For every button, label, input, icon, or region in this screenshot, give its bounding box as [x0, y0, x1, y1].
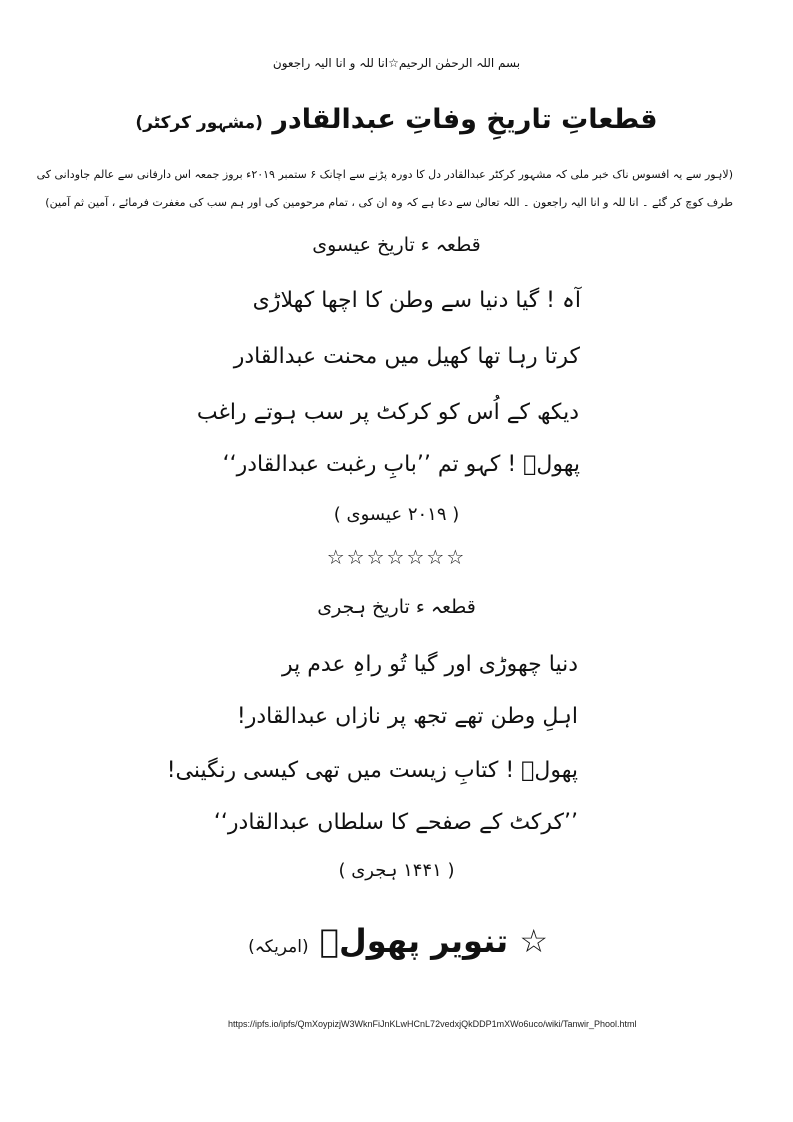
author-signature	[248, 922, 548, 960]
page-title-subtitle: (مشہور کرکٹر)	[135, 113, 263, 133]
verse-gregorian-2: کرتا رہا تھا کھیل میں محنت عبدالقادر	[233, 344, 580, 369]
section-title-hijri: قطعہ ء تاریخ ہجری	[317, 596, 476, 618]
star-separator: ☆☆☆☆☆☆☆	[326, 545, 467, 569]
star-icon: ☆	[519, 922, 548, 960]
verse-gregorian-1: آہ ! گیا دنیا سے وطن کا اچھا کھلاڑی	[252, 288, 581, 313]
verse-gregorian-4: پھولؔ ! کہو تم ’’بابِ رغبت عبدالقادر‘‘	[222, 452, 580, 477]
source-url[interactable]: https://ipfs.io/ipfs/QmXoypizjW3WknFiJnKLwHCnL72vedxjQkDDP1mXWo6uco/wiki/Tanwir_Phool.html	[228, 1019, 637, 1029]
year-gregorian: ( ۲۰۱۹ عیسوی )	[333, 504, 460, 525]
page-title	[0, 104, 793, 135]
intro-line-1: (لاہور سے یہ افسوس ناک خبر ملی کہ مشہور کرکٹر عبدالقادر دل کا دورہ پڑنے سے اچانک ۶ ستمبر ۲۰۱۹ء بروز جمعہ اس دارفانی سے عالم جاودانی کی	[36, 168, 733, 181]
verse-hijri-4: ’’کرکٹ کے صفحے کا سلطاں عبدالقادر‘‘	[213, 810, 578, 835]
verse-hijri-1: دنیا چھوڑی اور گیا تُو راہِ عدم پر	[281, 652, 578, 677]
section-title-gregorian: قطعہ ء تاریخ عیسوی	[312, 234, 481, 256]
basmala-header: بسم اللہ الرحمٰن الرحیم☆انا للہ و انا الیہ راجعون	[272, 56, 521, 70]
page-title-main: قطعاتِ تاریخِ وفاتِ عبدالقادر	[272, 104, 658, 135]
intro-line-2: طرف کوچ کر گئے ۔ انا للہ و انا الیہ راجعون ۔ اللہ تعالیٰ سے دعا ہے کہ وہ ان کی ، تمام مرحومین کی اور ہم سب کی مغفرت فرمائے ، آمین ثم آمین)	[45, 196, 733, 209]
author-name: تنویر پھولؔ	[319, 922, 509, 960]
verse-hijri-3: پھولؔ ! کتابِ زیست میں تھی کیسی رنگینی!	[166, 758, 578, 783]
year-hijri: ( ۱۴۴۱ ہجری )	[338, 860, 455, 881]
verse-gregorian-3: دیکھ کے اُس کو کرکٹ پر سب ہوتے راغب	[196, 400, 579, 425]
author-location: (امریکہ)	[248, 937, 309, 957]
verse-hijri-2: اہلِ وطن تھے تجھ پر نازاں عبدالقادر!	[236, 704, 578, 729]
